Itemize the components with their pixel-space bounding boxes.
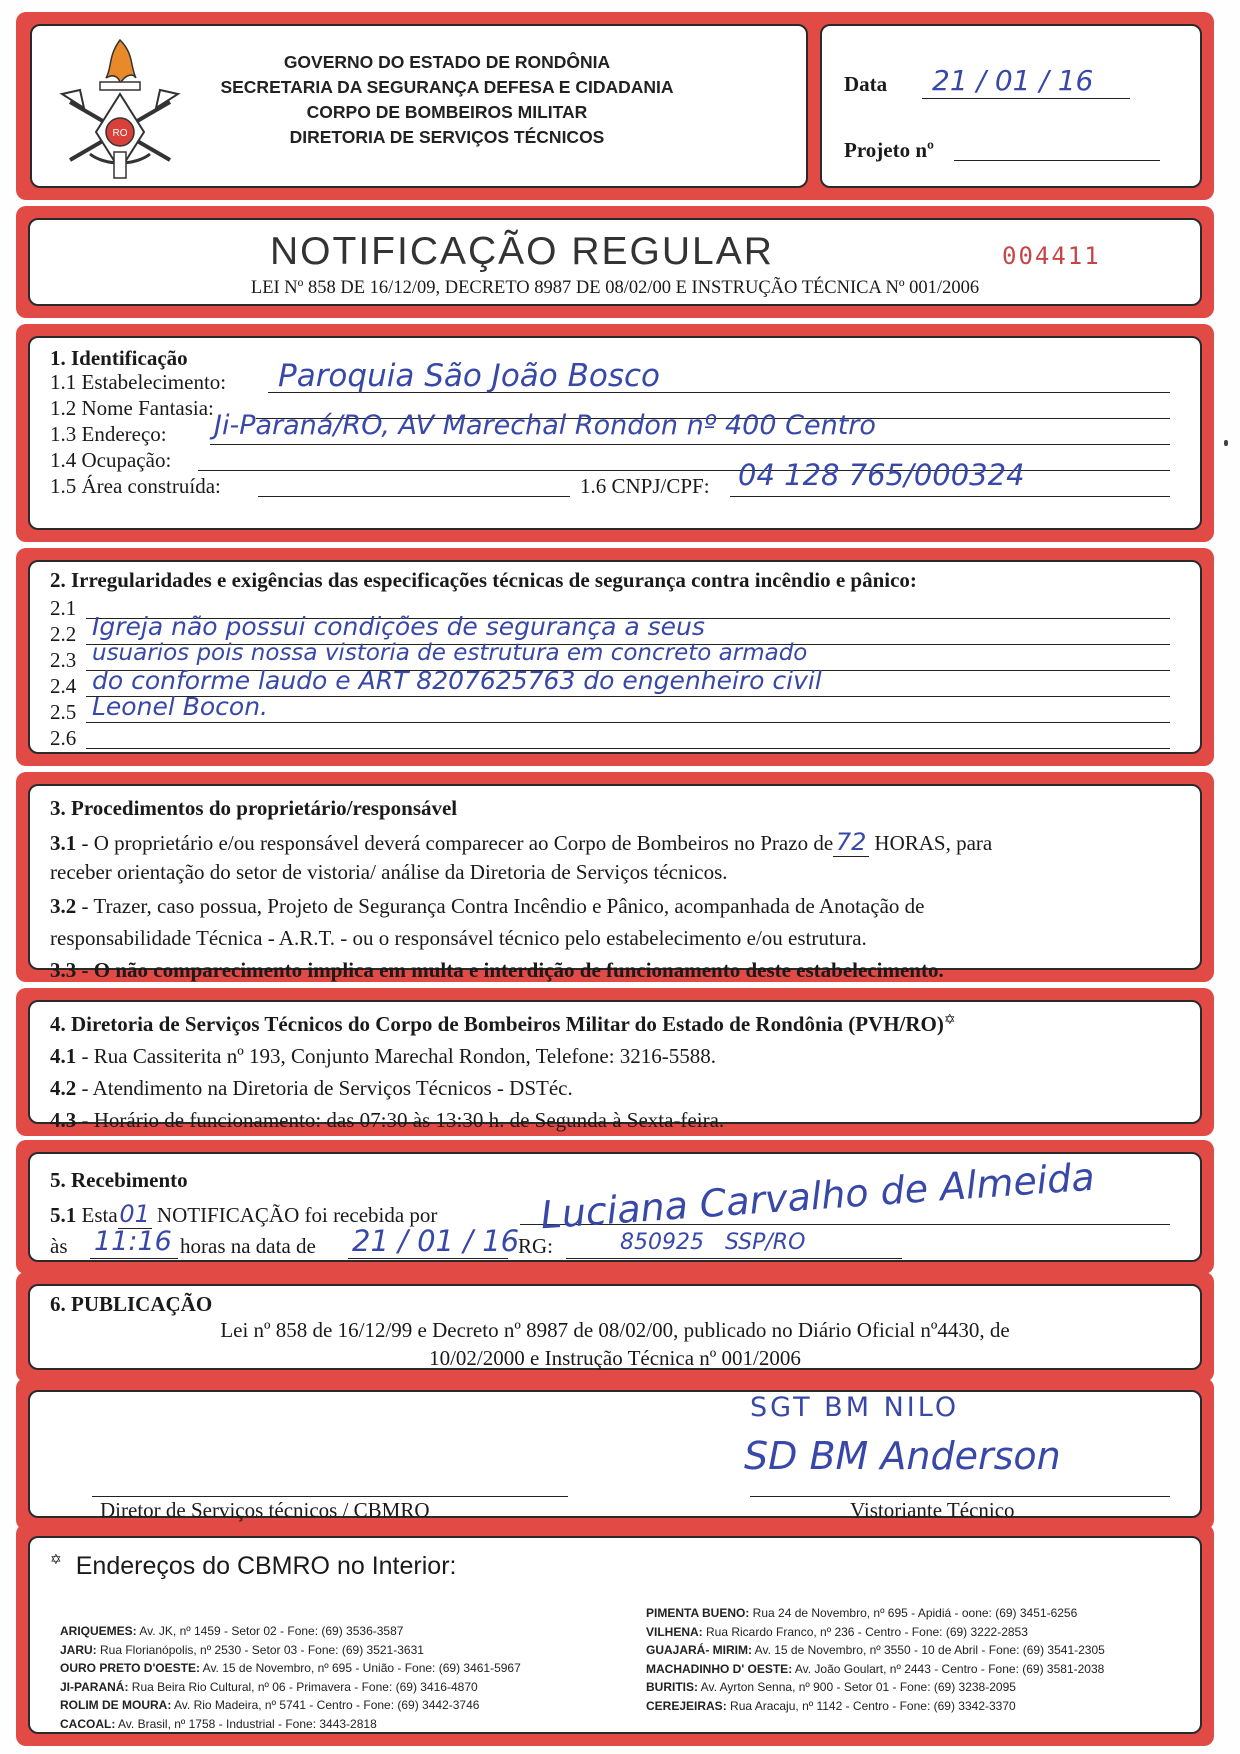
section-6-box [28,1284,1202,1370]
address-detail: Av. João Goulart, nº 2443 - Centro - Fone: (69) 3581-2038 [792,1661,1105,1676]
receipt-date-label: horas na data de [180,1234,316,1258]
section-1-box [28,336,1202,530]
fire-department-emblem [50,32,190,182]
address-detail: Av. Ayrton Senna, nº 900 - Setor 01 - Fone: (69) 3238-2095 [698,1680,1016,1694]
rg-line [566,1258,902,1259]
procedure-3-2-text: - Trazer, caso possua, Projeto de Segurança Contra Incêndio e Pânico, acompanhada de Anotação de [76,894,925,918]
address-entry [646,1678,1105,1697]
title-panel [16,206,1214,318]
section-3-panel [16,772,1214,982]
section-6-panel [16,1272,1214,1382]
hour-line [90,1258,178,1259]
ocupacao-label: 1.4 Ocupação: [50,448,172,472]
info-4-3 [50,1108,724,1133]
irregularity-text-2: usuarios pois nossa vistoria de estrutura em concreto armado [92,640,808,666]
procedure-3-1-end: HORAS, para [869,831,993,855]
info-4-2-text: - Atendimento na Diretoria de Serviços Técnicos - DSTéc. [76,1076,573,1100]
institution-text [202,50,692,150]
item-2-5-label: 2.5 [50,700,77,724]
address-detail: Rua Beira Rio Cultural, nº 06 - Primavera - Fone: (69) 3416-4870 [128,1679,478,1694]
notification-number: 004411 [1002,242,1101,270]
address-detail: Rua Florianópolis, nº 2530 - Setor 03 - Fone: (69) 3521-3631 [96,1642,424,1657]
address-entry [646,1641,1105,1660]
address-city: GUAJARÁ- MIRIM: [646,1643,752,1657]
inspector-label: Vistoriante Técnico [850,1498,1015,1522]
address-city: JI-PARANÁ: [60,1679,129,1694]
address-city: ARIQUEMES: [60,1624,137,1638]
address-detail: Rua 24 de Novembro, nº 695 - Apidiá - oone: (69) 3451-6256 [749,1606,1078,1620]
item-2-1-label: 2.1 [50,596,77,620]
address-entry [646,1660,1105,1679]
address-city: PIMENTA BUENO: [646,1606,750,1620]
section-5-panel [16,1140,1214,1274]
address-city: MACHADINHO D' OESTE: [646,1661,793,1676]
address-detail: Av. Brasil, nº 1758 - Industrial - Fone: 3443-2818 [115,1716,377,1731]
footer-addresses-right [646,1604,1105,1715]
address-entry [60,1715,521,1734]
signatures-panel [16,1378,1214,1530]
section-2-box [28,560,1202,754]
address-entry [60,1696,521,1715]
section-4-title-line [50,1012,956,1037]
projeto-label: Projeto nº [844,138,934,162]
footer-addresses-left [60,1622,521,1733]
quantity-value: 01 [119,1200,150,1228]
header-panel [16,12,1214,200]
section-1-panel [16,324,1214,542]
section-3-box [28,784,1202,982]
title-box [28,218,1202,306]
section-4-title: 4. Diretoria de Serviços Técnicos do Corpo de Bombeiros Militar do Estado de Rondônia (PVH/RO) [50,1012,944,1036]
address-city: ROLIM DE MOURA: [60,1698,172,1712]
receipt-number: 5.1 [50,1203,77,1227]
area-line [258,496,570,497]
procedure-3-2-line-1 [50,894,924,919]
address-entry [646,1697,1105,1716]
endereco-label: 1.3 Endereço: [50,422,167,446]
info-4-3-number: 4.3 [50,1108,77,1132]
section-6-title: 6. PUBLICAÇÃO [50,1292,213,1316]
prazo-value: 72 [833,828,869,857]
rg-value: 850925 SSP/RO [620,1230,806,1255]
section-3-title: 3. Procedimentos do proprietário/responsável [50,796,458,820]
estabelecimento-label: 1.1 Estabelecimento: [50,370,227,394]
margin-mark [1224,440,1228,446]
endereco-value: Ji-Paraná/RO, AV Marechal Rondon nº 400 Centro [214,410,876,441]
item-2-3-label: 2.3 [50,648,77,672]
footer-box [28,1536,1202,1734]
procedure-3-1-line-1 [50,828,992,857]
section-2-panel [16,548,1214,766]
address-city: OURO PRETO D'OESTE: [60,1661,200,1675]
procedure-3-1-number: 3.1 [50,831,77,855]
date-line [922,98,1130,99]
star-icon: ✡ [50,1553,62,1568]
receipt-date-line [348,1258,508,1259]
address-city: VILHENA: [646,1624,703,1639]
estabelecimento-value: Paroquia São João Bosco [278,358,661,394]
address-city: CEREJEIRAS: [646,1698,727,1713]
header-institution-box [30,24,808,188]
section-4-panel [16,988,1214,1136]
institution-line-1: GOVERNO DO ESTADO DE RONDÔNIA [283,52,611,72]
address-entry [60,1678,521,1697]
address-entry [60,1622,521,1641]
date-value: 21 / 01 / 16 [932,64,1094,97]
cnpj-label: 1.6 CNPJ/CPF: [580,474,710,498]
director-signature-line [92,1496,568,1497]
inspector-signature-line [750,1496,1170,1497]
header-date-box [820,24,1202,188]
director-label: Diretor de Serviços técnicos / CBMRO [100,1498,430,1522]
item-2-6-line [86,748,1170,749]
rg-label: RG: [518,1234,554,1258]
section-5-title: 5. Recebimento [50,1168,188,1192]
cnpj-line [730,496,1170,497]
address-detail: Av. 15 de Novembro, nº 695 - União - Fone: (69) 3461-5967 [199,1661,521,1675]
info-4-2-number: 4.2 [50,1076,77,1100]
info-4-3-text: - Horário de funcionamento: das 07:30 às 13:30 h. de Segunda à Sexta-feira. [76,1108,725,1132]
receipt-date-value: 21 / 01 / 16 [352,1224,520,1258]
emblem-text: RO [112,128,128,139]
section-5-box [28,1152,1202,1262]
hour-value: 11:16 [94,1226,172,1257]
address-detail: Av. Rio Madeira, nº 5741 - Centro - Fone: (69) 3442-3746 [171,1698,480,1712]
section-2-title: 2. Irregularidades e exigências das especificações técnicas de segurança contra incêndio e pânico: [50,568,917,592]
info-4-2 [50,1076,573,1101]
receipt-text-2: NOTIFICAÇÃO foi recebida por [151,1203,438,1227]
address-entry [60,1659,521,1678]
notification-title: NOTIFICAÇÃO REGULAR [270,230,774,273]
item-2-2-label: 2.2 [50,622,77,646]
area-label: 1.5 Área construída: [50,474,221,498]
irregularity-text-3: do conforme laudo e ART 8207625763 do engenheiro civil [92,666,822,695]
procedure-3-2-line-2: responsabilidade Técnica - A.R.T. - ou o responsável técnico pelo estabelecimento e/ou estrutura. [50,926,867,950]
info-4-1-number: 4.1 [50,1044,77,1068]
footer-title-line [50,1552,456,1581]
item-2-5-line [86,722,1170,723]
procedure-3-2-number: 3.2 [50,894,77,918]
inspector-signature-1: SGT BM NILO [750,1392,960,1423]
endereco-line [210,444,1170,445]
address-detail: Rua Ricardo Franco, nº 236 - Centro - Fone: (69) 3222-2853 [702,1624,1028,1639]
address-detail: Av. 15 de Novembro, nº 3550 - 10 de Abril - Fone: (69) 3541-2305 [752,1643,1105,1657]
publication-line-2: 10/02/2000 e Instrução Técnica nº 001/2006 [429,1346,801,1370]
address-entry [60,1641,521,1660]
address-detail: Rua Aracaju, nº 1142 - Centro - Fone: (69) 3342-3370 [726,1698,1016,1713]
procedure-3-1-line-2: receber orientação do setor de vistoria/ análise da Diretoria de Serviços técnicos. [50,860,728,884]
institution-line-4: DIRETORIA DE SERVIÇOS TÉCNICOS [289,127,605,147]
info-4-1 [50,1044,716,1069]
projeto-line [954,160,1160,161]
item-2-4-label: 2.4 [50,674,77,698]
footer-title: Endereços do CBMRO no Interior: [75,1552,457,1580]
address-city: BURITIS: [646,1680,698,1694]
irregularity-text-4: Leonel Bocon. [92,692,269,721]
institution-line-3: CORPO DE BOMBEIROS MILITAR [306,102,588,122]
address-entry [646,1623,1105,1642]
procedure-3-1-text: - O proprietário e/ou responsável deverá comparecer ao Corpo de Bombeiros no Prazo de [76,831,834,855]
date-label: Data [844,72,888,96]
institution-line-2: SECRETARIA DA SEGURANÇA DEFESA E CIDADANIA [220,77,674,97]
address-detail: Av. JK, nº 1459 - Setor 02 - Fone: (69) 3536-3587 [136,1624,404,1638]
cnpj-value: 04 128 765/000324 [738,458,1025,492]
signatures-box [28,1390,1202,1522]
address-city: CACOAL: [60,1716,116,1731]
section-4-box [28,1000,1202,1132]
law-reference: LEI Nº 858 DE 16/12/09, DECRETO 8987 DE 08/02/00 E INSTRUÇÃO TÉCNICA Nº 001/2006 [250,278,980,298]
address-entry [646,1604,1105,1623]
inspector-signature-2: SD BM Anderson [744,1434,1061,1478]
address-city: JARU: [60,1642,97,1657]
receipt-hour-label: às [50,1234,68,1258]
nome-fantasia-label: 1.2 Nome Fantasia: [50,396,214,420]
footer-panel [16,1524,1214,1746]
item-2-6-label: 2.6 [50,726,77,750]
irregularity-text-1: Igreja não possui condições de segurança a seus [92,612,705,641]
receipt-text-1: Esta [76,1203,118,1227]
procedure-3-3: 3.3 - O não comparecimento implica em multa e interdição de funcionamento deste estabelecimento. [50,958,944,982]
star-icon: ✡ [943,1013,956,1028]
info-4-1-text: - Rua Cassiterita nº 193, Conjunto Marechal Rondon, Telefone: 3216-5588. [76,1044,717,1068]
section-1-title: 1. Identificação [50,346,188,370]
publication-line-1: Lei nº 858 de 16/12/99 e Decreto nº 8987 de 08/02/00, publicado no Diário Oficial nº4430, de [220,1318,1010,1342]
receiver-signature: Luciana Carvalho de Almeida [539,1154,1096,1238]
